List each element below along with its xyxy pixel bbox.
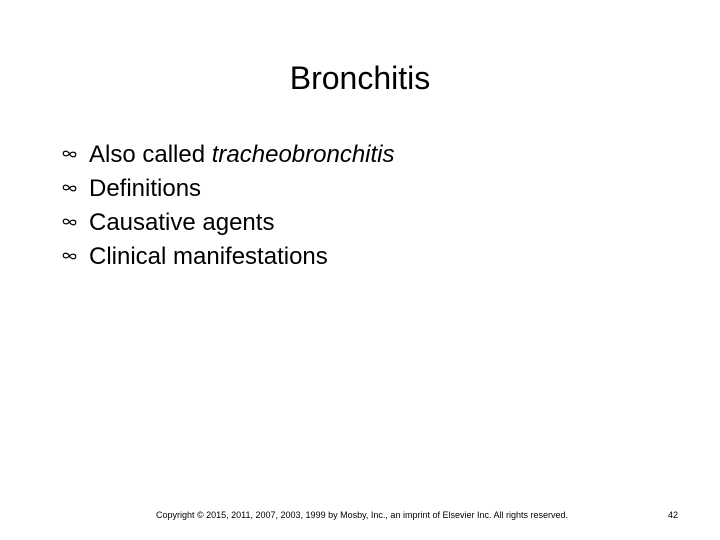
slide-title: Bronchitis bbox=[289, 60, 431, 96]
infinity-bullet-icon bbox=[62, 183, 77, 193]
copyright-notice: Copyright © 2015, 2011, 2007, 2003, 1999 by Mosby, Inc., an imprint of Elsevier Inc. All rights reserved. bbox=[155, 510, 569, 520]
bullet-prefix: Also called bbox=[89, 141, 212, 168]
infinity-bullet-icon bbox=[62, 217, 77, 227]
page-number: 42 bbox=[667, 510, 678, 520]
infinity-bullet-icon bbox=[62, 149, 77, 159]
bullet-text: Definitions bbox=[89, 175, 202, 202]
bullet-emphasis: tracheobronchitis bbox=[211, 141, 395, 168]
bullet-text: Clinical manifestations bbox=[89, 243, 328, 270]
bullet-text: Causative agents bbox=[89, 209, 275, 236]
infinity-bullet-icon bbox=[62, 251, 77, 261]
bullet-text bbox=[89, 138, 395, 172]
